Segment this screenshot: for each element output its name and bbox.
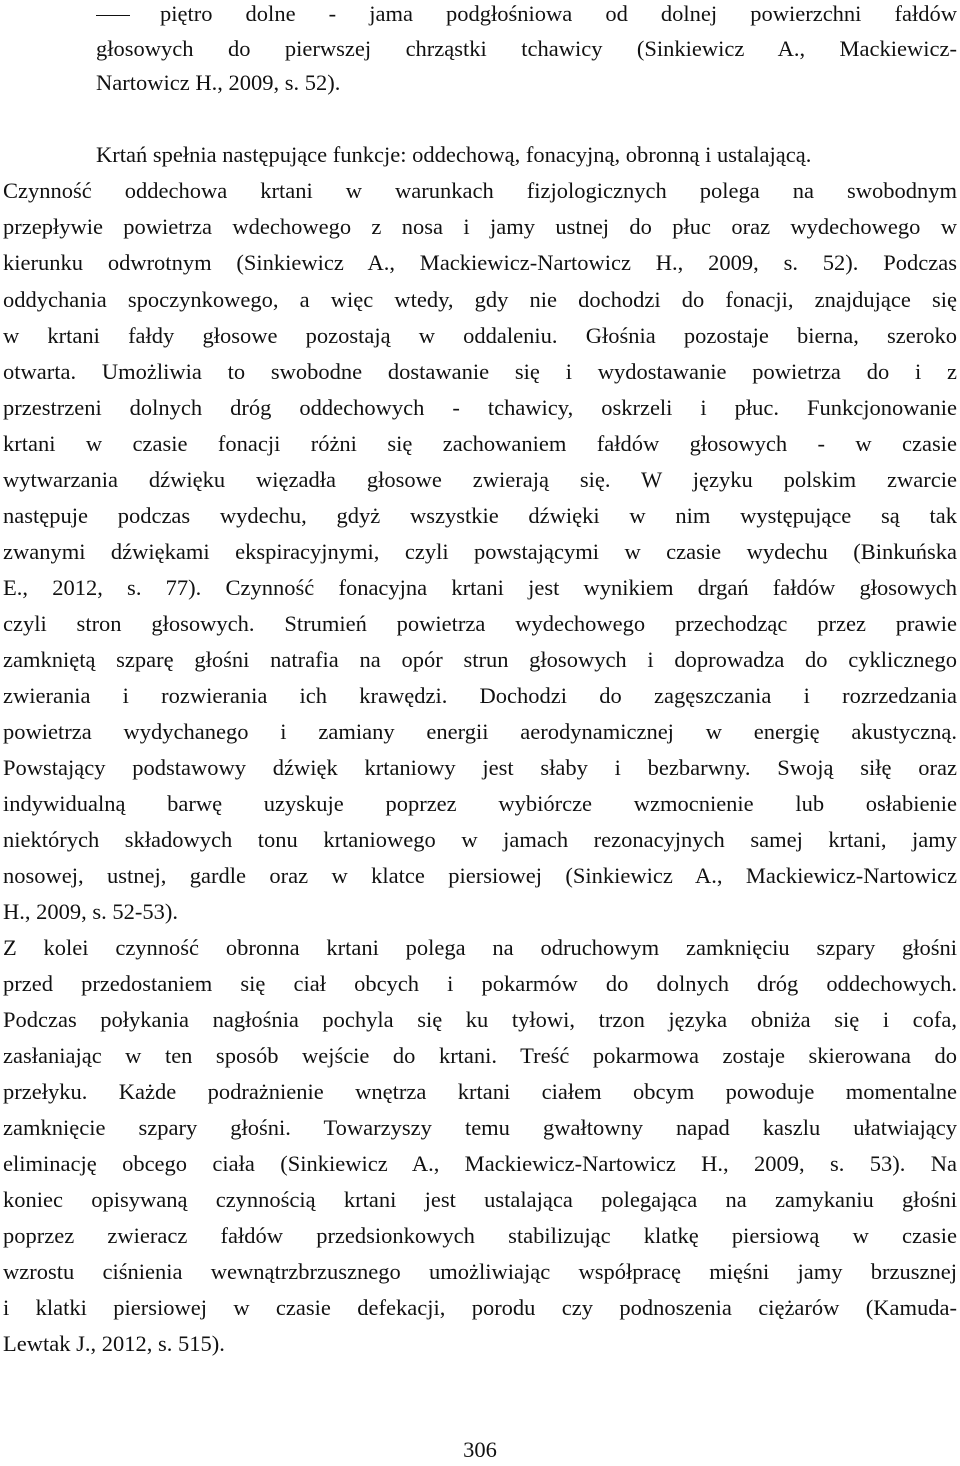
paragraph-line: Podczas połykania nagłośnia pochyla się ku tyłowi, trzon języka obniża się i cofa, bbox=[3, 1007, 957, 1032]
bullet-first-row bbox=[0, 0, 960, 34]
paragraph-line: zwierania i rozwierania ich krawędzi. Dochodzi do zagęszczania i rozrzedzania bbox=[3, 683, 957, 708]
bullet-line: głosowych do pierwszej chrząstki tchawicy (Sinkiewicz A., Mackiewicz- bbox=[96, 36, 957, 61]
paragraph-line: i klatki piersiowej w czasie defekacji, porodu czy podnoszenia ciężarów (Kamuda- bbox=[3, 1295, 957, 1320]
paragraph-line: przepływie powietrza wdechowego z nosa i jamy ustnej do płuc oraz wydechowego w bbox=[3, 214, 957, 239]
paragraph-line: poprzez zwieracz fałdów przedsionkowych stabilizując klatkę piersiową w czasie bbox=[3, 1223, 957, 1248]
paragraph-line: eliminację obcego ciała (Sinkiewicz A., Mackiewicz-Nartowicz H., 2009, s. 53). Na bbox=[3, 1151, 957, 1176]
paragraph-line: Powstający podstawowy dźwięk krtaniowy jest słaby i bezbarwny. Swoją siłę oraz bbox=[3, 755, 957, 780]
paragraph-line: Czynność oddechowa krtani w warunkach fizjologicznych polega na swobodnym bbox=[3, 178, 957, 203]
paragraph-line: przełyku. Każde podrażnienie wnętrza krtani ciałem obcym powoduje momentalne bbox=[3, 1079, 957, 1104]
paragraph-line: Z kolei czynność obronna krtani polega na odruchowym zamknięciu szpary głośni bbox=[3, 935, 957, 960]
bullet-line: piętro dolne - jama podgłośniowa od dolnej powierzchni fałdów bbox=[160, 1, 957, 26]
paragraph-line: koniec opisywaną czynnością krtani jest ustalająca polegająca na zamykaniu głośni bbox=[3, 1187, 957, 1212]
paragraph-line: zasłaniając w ten sposób wejście do krtani. Treść pokarmowa zostaje skierowana do bbox=[3, 1043, 957, 1068]
paragraph-intro-line: Krtań spełnia następujące funkcje: oddechową, fonacyjną, obronną i ustalającą. bbox=[96, 142, 812, 167]
paragraph-line: E., 2012, s. 77). Czynność fonacyjna krtani jest wynikiem drgań fałdów głosowych bbox=[3, 575, 957, 600]
paragraph-line: w krtani fałdy głosowe pozostają w oddaleniu. Głośnia pozostaje bierna, szeroko bbox=[3, 323, 957, 348]
paragraph-line: indywidualną barwę uzyskuje poprzez wybiórcze wzmocnienie lub osłabienie bbox=[3, 791, 957, 816]
paragraph-line: otwarta. Umożliwia to swobodne dostawanie się i wydostawanie powietrza do i z bbox=[3, 359, 957, 384]
paragraph-line: przed przedostaniem się ciał obcych i pokarmów do dolnych dróg oddechowych. bbox=[3, 971, 957, 996]
paragraph-line: zamkniętą szparę głośni natrafia na opór strun głosowych i doprowadza do cyklicznego bbox=[3, 647, 957, 672]
paragraph-line: nosowej, ustnej, gardle oraz w klatce piersiowej (Sinkiewicz A., Mackiewicz-Nartowicz bbox=[3, 863, 957, 888]
paragraph-line: oddychania spoczynkowego, a więc wtedy, gdy nie dochodzi do fonacji, znajdujące się bbox=[3, 287, 957, 312]
paragraph-line: powietrza wydychanego i zamiany energii aerodynamicznej w energię akustyczną. bbox=[3, 719, 957, 744]
paragraph-line: niektórych składowych tonu krtaniowego w jamach rezonacyjnych samej krtani, jamy bbox=[3, 827, 957, 852]
paragraph-line: wzrostu ciśnienia wewnątrzbrzusznego umożliwiając współpracę mięśni jamy brzusznej bbox=[3, 1259, 957, 1284]
paragraph-line: krtani w czasie fonacji różni się zachowaniem fałdów głosowych - w czasie bbox=[3, 431, 957, 456]
paragraph-line: H., 2009, s. 52-53). bbox=[3, 899, 178, 924]
paragraph-line: wytwarzania dźwięku więzadła głosowe zwierają się. W języku polskim zwarcie bbox=[3, 467, 957, 492]
paragraph-line: przestrzeni dolnych dróg oddechowych - tchawicy, oskrzeli i płuc. Funkcjonowanie bbox=[3, 395, 957, 420]
paragraph-line: kierunku odwrotnym (Sinkiewicz A., Mackiewicz-Nartowicz H., 2009, s. 52). Podczas bbox=[3, 250, 957, 275]
bullet-line: Nartowicz H., 2009, s. 52). bbox=[96, 70, 341, 95]
paragraph-line: następuje podczas wydechu, gdyż wszystkie dźwięki w nim występujące są tak bbox=[3, 503, 957, 528]
page-number: 306 bbox=[463, 1437, 497, 1462]
dash-bullet-marker bbox=[96, 15, 130, 16]
paragraph-line: zamknięcie szpary głośni. Towarzyszy temu gwałtowny napad kaszlu ułatwiający bbox=[3, 1115, 957, 1140]
paragraph-line: czyli stron głosowych. Strumień powietrza wydechowego przechodząc przez prawie bbox=[3, 611, 957, 636]
paragraph-line: Lewtak J., 2012, s. 515). bbox=[3, 1331, 225, 1356]
paragraph-line: zwanymi dźwiękami ekspiracyjnymi, czyli powstającymi w czasie wydechu (Binkuńska bbox=[3, 539, 957, 564]
